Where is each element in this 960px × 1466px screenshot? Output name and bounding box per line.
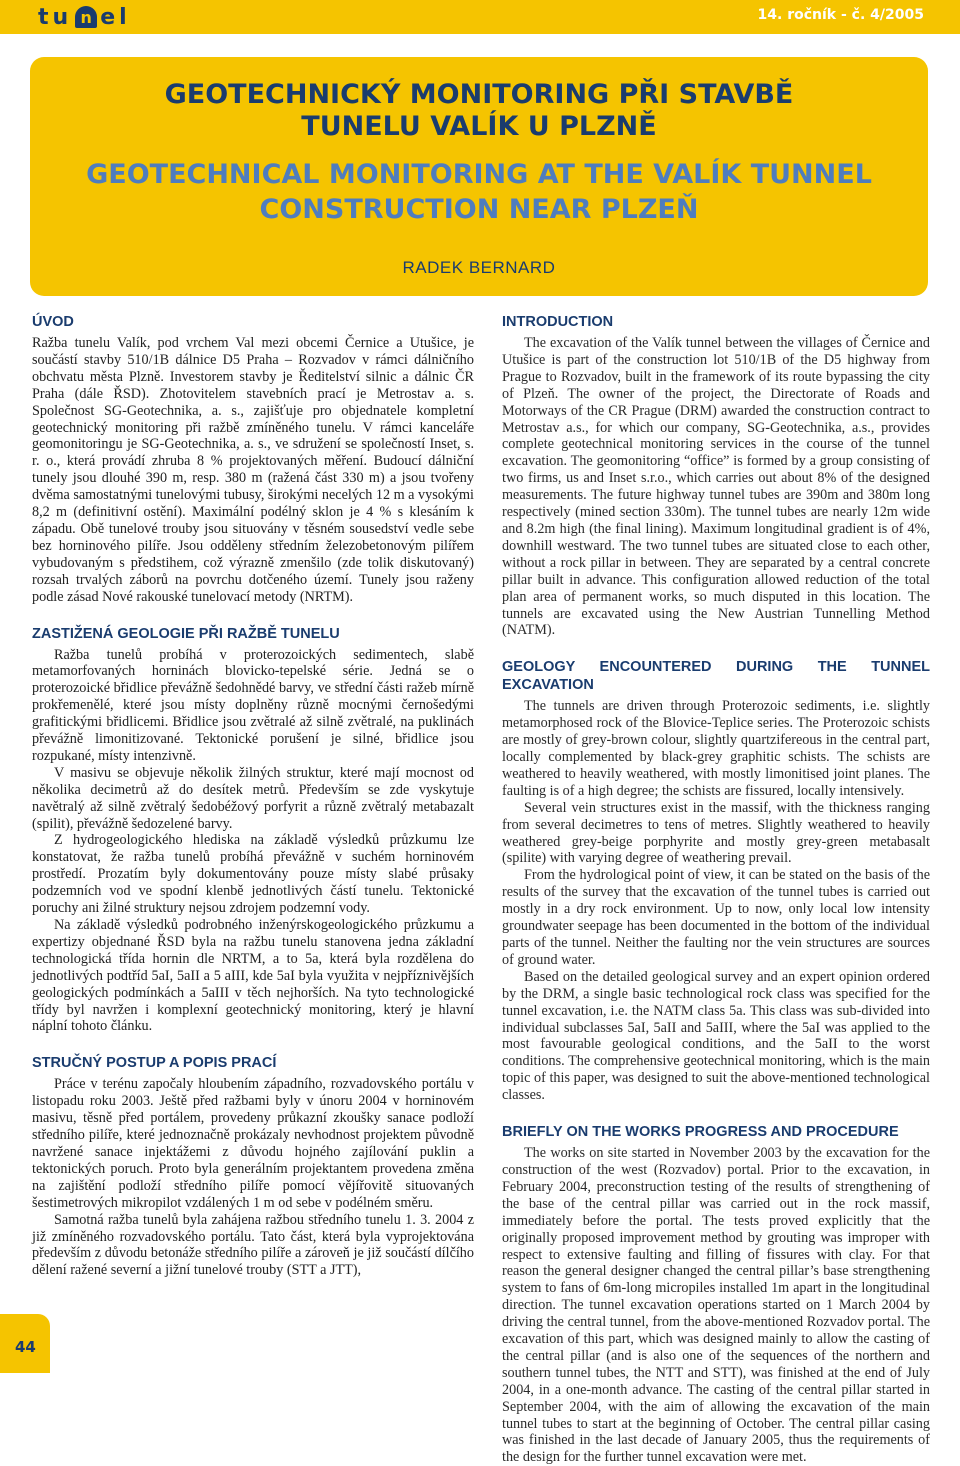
paragraph: Z hydrogeologického hlediska na základě výsledků průzkumu lze konstatovat, že ražba tunelů probíhá převážně v suchém horninovém prostředí. Prozatím byly dokumentovány pouze místy slabé průsaky podzemních vod ve spodní klenbě jednotlivých částí tunelu. Tektonické poruchy ani žilné struktury nejsou zdrojem podzemní vody. [32,832,474,917]
paragraph: Ražba tunelů probíhá v proterozoických sedimentech, slabě metamorfovaných horninách blovicko-tepelské série. Jedná se o proterozoické břidlice převážně šedohnědé barvy, ve střední části ražeb mírně prokřemenělé, které jsou místy doplněny různě mocnými černošedými grafitickými břidlicemi. Břidlice jsou zvětralé až silně zvětralé, na puklinách převážně limonitizované. Tektonické porušení je silné, břidlice jsou rozpukané, místy intenzivně. [32,646,474,764]
paragraph: Na základě výsledků podrobného inženýrskogeologického průzkumu a expertizy objednané ŘSD byla na ražbu tunelu stanovena jedna základní technologická třída hornin dle NRTM, a to 5a, která byla rozdělena do jednotlivých podtříd 5aI, 5aII a 5 aIII, kde 5aI byla využita v nejpříznivějších geologických podmínkách a 5aIII v těch nejhorších. Na tyto technologické třídy byl navržen i komplexní geotechnický monitoring, který je hlavní náplní tohoto článku. [32,917,474,1035]
czech-column [32,313,474,1279]
section-heading-geologie: ZASTIŽENÁ GEOLOGIE PŘI RAŽBĚ TUNELU [32,625,340,642]
tunel-logo [38,3,131,31]
paragraph: Several vein structures exist in the massif, with the thickness ranging from several decimetres to tens of metres. Slightly weathered to heavily weathered grey-beige porphyrite and mostly grey-green metabasalt (spilite) with varying degree of weathering prevail. [502,799,930,867]
paragraph: The tunnels are driven through Proterozoic sediments, i.e. slightly metamorphosed rock of the Blovice-Teplice series. The Proterozoic schists are mostly of grey-brown colour, slightly quartzifereous in the central part, locally complemented by black-grey graphitic schists. The schists are weathered to heavily weathered, with mostly limonitised joint planes. The faulting is of a high degree; the schists are fissured, locally intensively. [502,698,930,799]
paragraph: The works on site started in November 2003 by the excavation for the construction of the west (Rozvadov) portal. Prior to the excavation, in February 2004, preconstruction testing of the results of strengthening of the base of the central pillar was carried out in the rock massif, immediately before the portal. The tests proved explicitly that the originally proposed improvement method by grouting was improper with respect to extensive faulting and filling of fissures with clay. For that reason the general designer changed the central pillar’s base strengthening system to fans of 6m-long micropiles installed 1m apart in the longitudinal direction. The tunnel excavation operations started on 1 March 2004 by driving the central tunnel, from the above-mentioned Rozvadov portal. The excavation of this part, which was designed mainly to allow the casting of the central pillar (and is also one of the sequences of the northern and southern tunnel tubes, the NTT and STT), was finished at the end of July 2004, in a one-month advance. The casting of the central pillar started in September 2004, with the aim of allowing the excavation of the main tunnel tubes to start at the beginning of October. The central pillar casing was finished in the last decade of January 2005, thus the requirements of the design for the further tunnel excavation were met. [502,1145,930,1466]
paragraph: Based on the detailed geological survey and an expert opinion ordered by the DRM, a single basic technological rock class was specified for the tunnel excavation, i.e. the NATM class 5a. This class was sub-divided into individual subclasses 5aI, 5aII and 5aIII, where the 5aI was applied to the most favourable geological conditions, and the 5aII to the worst conditions. The comprehensive geotechnical monitoring, which is the main topic of this paper, was designed to suit the above-mentioned technological classes. [502,968,930,1104]
title-czech-line2: TUNELU VALÍK U PLZNĚ [301,111,657,142]
paragraph: From the hydrological point of view, it can be stated on the basis of the results of the survey that the excavation of the tunnel tubes is carried out mostly in a dry rock environment. Up to now, only local low intensity groundwater seepage has been documented in the bottom of the individual parts of the tunnel. Neither the faulting nor the vein structures are sources of ground water. [502,867,930,968]
title-english [30,157,928,227]
paragraph: The excavation of the Valík tunnel between the villages of Černice and Utušice is part of the construction lot 510/1B of the D5 highway from Prague to Rozvadov, built in the framework of its route bypassing the city of Plzeň. The owner of the project, the Directorate of Roads and Motorways of the CR Prague (DRM) awarded the construction contract to Metrostav a.s., for which our company, SG-Geotechnika, a.s., provides complete geotechnical monitoring services in the course of the tunnel excavation. The geomonitoring “office” is formed by a group consisting of two firms, us and Inset s.r.o., which carries out about 8% of the designed measurements. The future highway tunnel tubes are 390m and 380m long respectively (mined section 330m). The tunnel tubes are nearly 12m wide and 8.2m high (the final lining). Maximum longitudinal gradient is of 4%, downhill westward. The two tunnel tubes are situated close to each other, without a rock pillar in between. They are separated by a central concrete pillar built in advance. This configuration allowed reduction of the total plan area of permanent works, so much disputed in this location. The tunnels are excavated using the New Austrian Tunnelling Method (NATM). [502,335,930,639]
logo-part-right: el [100,4,131,30]
english-column [502,313,930,1466]
title-box [30,57,928,296]
page-number: 44 [15,1338,36,1356]
logo-part-left: tu [38,4,73,30]
section-heading-introduction: INTRODUCTION [502,314,614,330]
paragraph: Práce v terénu započaly hloubením západního, rozvadovského portálu v listopadu roku 2003. Ještě před ražbami byly v únoru 2004 v horninovém masivu, těsně před portálem, provedeny průkazní zkoušky sanace podloží středního pilíře, které jednoznačně prokázaly nevhodnost projektem původně navržené sanace injektážemi z důvodu hojného zajílování puklin a tektonických poruch. Proto byla generálním projektantem provedena změna na zajištění podloží středního pilíře pomocí vějířovitě situovaných šestimetrových mikropilot vzdálených 1 m od sebe v podélném směru. [32,1076,474,1211]
header-bar [0,0,960,34]
title-english-line1: GEOTECHNICAL MONITORING AT THE VALÍK TUNNEL [86,159,872,190]
section-heading-procedure: BRIEFLY ON THE WORKS PROGRESS AND PROCEDURE [502,1124,899,1141]
section-heading-uvod: ÚVOD [32,314,74,330]
paragraph: Ražba tunelu Valík, pod vrchem Val mezi obcemi Černice a Utušice, je součástí stavby 510/1B dálnice D5 Praha – Rozvadov v rámci dálničního obchvatu města Plzně. Investorem stavby je Ředitelství silnic a dálnic ČR Praha (dále ŘSD). Zhotovitelem stavebních prací je Metrostav a. s. Společnost SG-Geotechnika, a. s., zajišťuje pro objednatele kompletní geotechnický monitoring při ražbě zmíněného tunelu. V rámci kanceláře geomonitoringu je SG-Geotechnika, a. s., ve sdružení se společností Inset, s. r. o., která provádí zhruba 8 % projektovaných měření. Budoucí dálniční tunely jsou dlouhé 390 m, resp. 380 m (ražená část 330 m) a jsou tvořeny dvěma samostatnými tunelovými tubusy, širokými necelých 12 m a vysokými 8,2 m (definitivní ostění). Maximální podélný sklon je 4 % s klesáním k západu. Obě tunelové trouby jsou situovány v těsném sousedství vedle sebe bez horninového pilíře. Jsou odděleny středním železobetonovým pilířem vybudovaným s předstihem, což výrazně zmenšilo (zde tolik diskutovaný) rozsah trvalých záborů na povrchu dotčeného území. Tunely jsou raženy podle zásad Nové rakouské tunelovací metody (NRTM). [32,335,474,605]
title-czech [30,79,928,143]
paragraph: V masivu se objevuje několik žilných struktur, které mají mocnost od několika decimetrů až do desítek metrů. Především se zde vyskytuje navětralý až silně zvětralý šedobéžový porfyrit a různě zvětralý metabazalt (spilit), převážně šedozelené barvy. [32,764,474,832]
section-heading-geology: GEOLOGY ENCOUNTERED DURING THE TUNNEL EXCAVATION [502,659,930,694]
title-czech-line1: GEOTECHNICKÝ MONITORING PŘI STAVBĚ [164,79,794,110]
title-english-line2: CONSTRUCTION NEAR PLZEŇ [259,194,699,225]
section-heading-postup: STRUČNÝ POSTUP A POPIS PRACÍ [32,1055,277,1072]
issue-number: 14. ročník - č. 4/2005 [757,7,924,23]
paragraph: Samotná ražba tunelů byla zahájena ražbou středního tunelu 1. 3. 2004 z již zmíněného rozvadovského portálu. Tato část, která byla vyprojektována především z důvodu betonáže středního pilíře a zároveň je již součástí dílčího dělení ražené severní a jižní tunelové trouby (STT a JTT), [32,1211,474,1279]
author-name: RADEK BERNARD [402,258,556,277]
page-number-tab [0,1314,50,1373]
logo-tunnel-icon: n [75,6,97,28]
